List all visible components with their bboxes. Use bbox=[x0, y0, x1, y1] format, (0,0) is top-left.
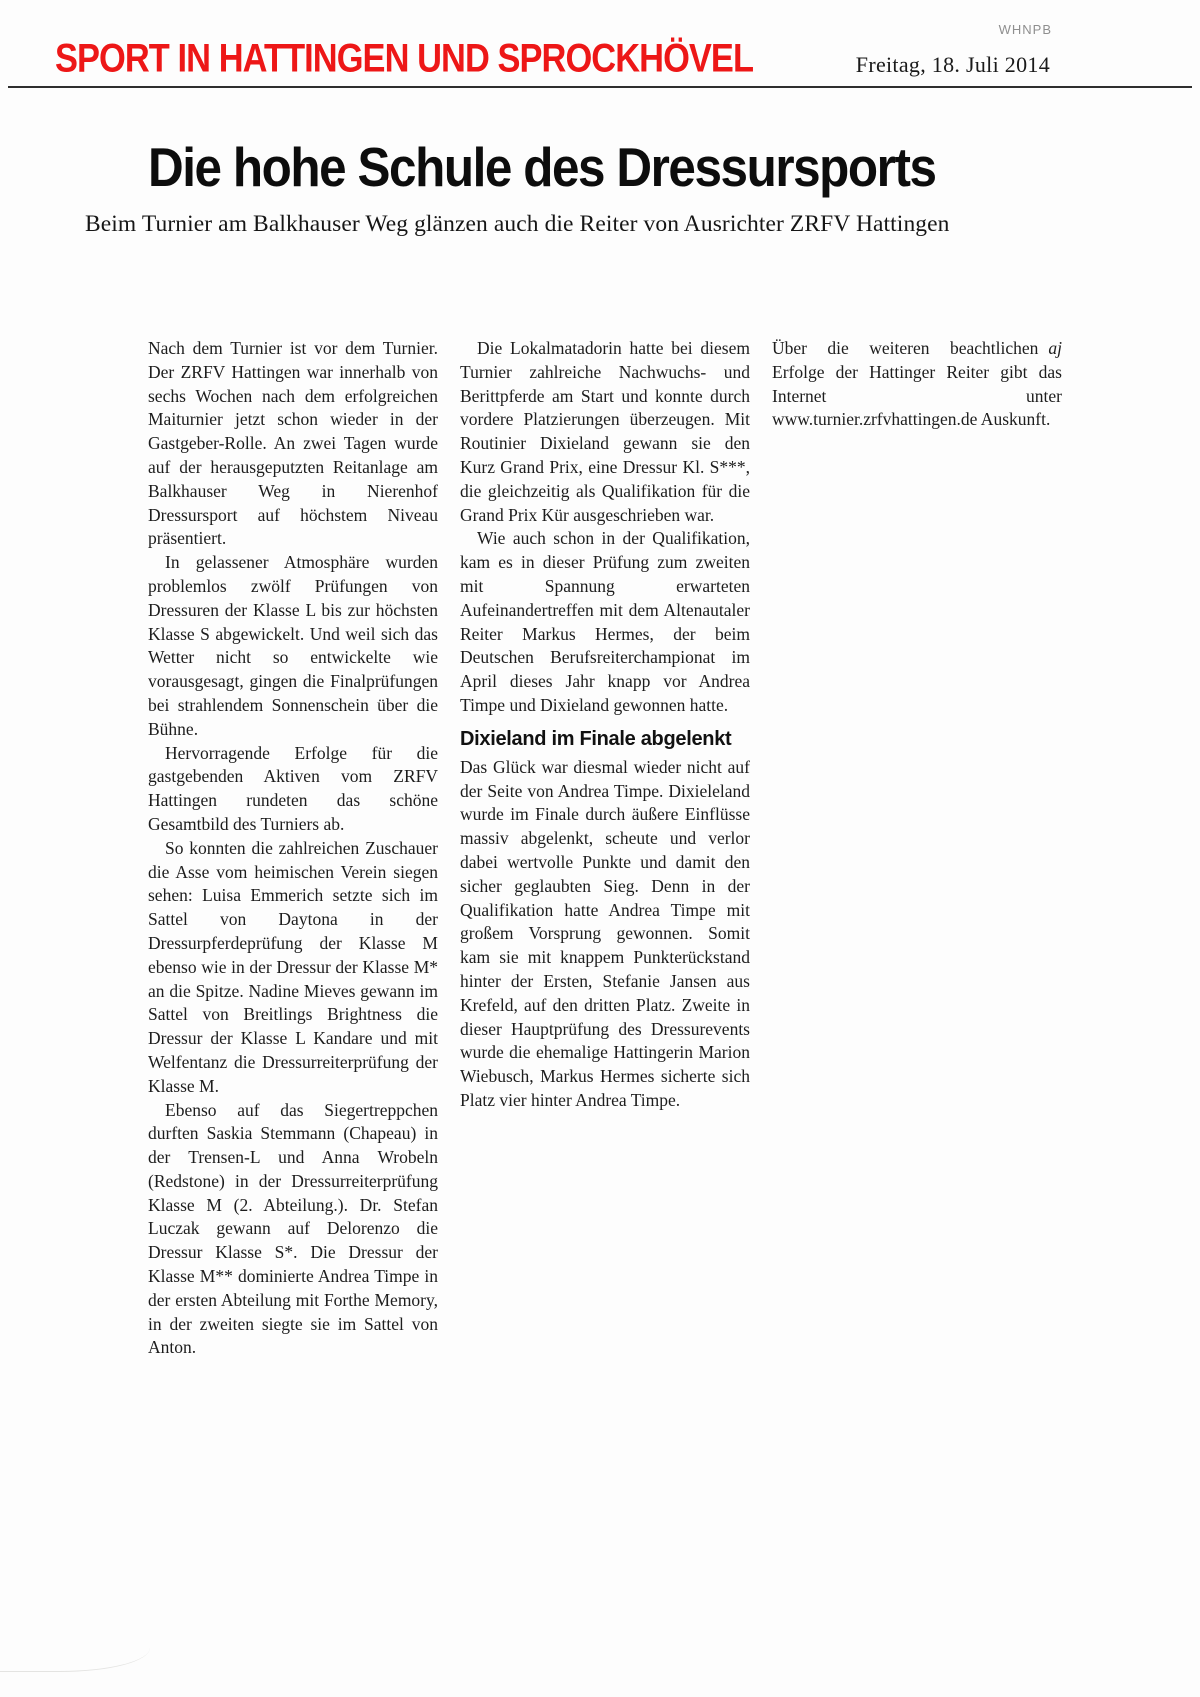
paragraph: Das Glück war diesmal wieder nicht auf der Seite von Andrea Timpe. Dixieleland wurde im Finale durch äußere Einflüsse massiv abgelenkt, scheute und verlor dabei wertvolle Punkte und damit den sicher geglaubten Sieg. Denn in der Qualifikation hatte Andrea Timpe mit großem Vorsprung gewonnen. Somit kam sie mit knappem Punkterückstand hinter der Ersten, Stefanie Jansen aus Krefeld, auf den dritten Platz. Zweite in dieser Hauptprüfung des Dressurevents wurde die ehemalige Hattingerin Marion Wiebusch, Markus Hermes sicherte sich Platz vier hinter Andrea Timpe. bbox=[460, 756, 750, 1110]
paragraph: Hervorragende Erfolge für die gastgebenden Aktiven vom ZRFV Hattingen rundeten das schöne Gesamtbild des Turniers ab. bbox=[148, 742, 438, 834]
paragraph: Wie auch schon in der Qualifikation, kam es in dieser Prüfung zum zweiten mit Spannung erwarteten Aufeinandertreffen mit dem Altenautaler Reiter Markus Hermes, der beim Deutschen Berufsreiterchampionat im April dieses Jahr knapp vor Andrea Timpe und Dixieland gewonnen hatte. bbox=[460, 528, 750, 715]
section-title: SPORT IN HATTINGEN UND SPROCKHÖVEL bbox=[55, 35, 754, 81]
closing-text: Über die weiteren beachtlichen Erfolge der Hattinger Reiter gibt das Internet unter www.turnier.zrfvhattingen.de Auskunft. bbox=[772, 338, 1062, 430]
headline: Die hohe Schule des Dressursports bbox=[148, 137, 936, 199]
crosshead: Dixieland im Finale abgelenkt bbox=[460, 727, 732, 750]
paragraph: Die Lokalmatadorin hatte bei diesem Turnier zahlreiche Nachwuchs- und Berittpferde am Start und konnte durch vordere Platzierungen überzeugen. Mit Routinier Dixieland gewann sie den Kurz Grand Prix, eine Dressur Kl. S***, die gleichzeitig als Qualifikation für die Grand Prix Kür ausgeschrieben war. bbox=[460, 338, 750, 525]
closing-paragraph bbox=[772, 337, 1062, 432]
paragraph: Nach dem Turnier ist vor dem Turnier. Der ZRFV Hattingen war innerhalb von sechs Wochen nach dem erfolgreichen Maiturnier jetzt schon wieder in der Gastgeber-Rolle. An zwei Tagen wurde auf der herausgeputzten Reitanlage am Balkhauser Weg in Nierenhof Dressursport auf höchstem Niveau präsentiert. bbox=[148, 338, 438, 549]
author-initials: aj bbox=[1048, 338, 1062, 358]
corner-code: WHNPB bbox=[998, 22, 1052, 37]
masthead-rule bbox=[8, 86, 1192, 88]
paragraph: Ebenso auf das Siegertreppchen durften Saskia Stemmann (Chapeau) in der Trensen-L und Anna Wrobeln (Redstone) in der Dressurreiterprüfung Klasse M (2. Abteilung.). Dr. Stefan Luczak gewann auf Delorenzo die Dressur Klasse S*. Die Dressur der Klasse M** dominierte Andrea Timpe in der ersten Abteilung mit Forthe Memory, in der zweiten siegte sie im Sattel von Anton. bbox=[148, 1099, 438, 1358]
paragraph: In gelassener Atmosphäre wurden problemlos zwölf Prüfungen von Dressuren der Klasse L bis zur höchsten Klasse S abgewickelt. Und weil sich das Wetter nicht so entwickelte wie vorausgesagt, gingen die Finalprüfungen bei strahlendem Sonnenschein über die Bühne. bbox=[148, 552, 438, 739]
edition-date: Freitag, 18. Juli 2014 bbox=[855, 52, 1050, 77]
article-body bbox=[148, 337, 1062, 1367]
paragraph: So konnten die zahlreichen Zuschauer die Asse vom heimischen Verein siegen sehen: Luisa Emmerich setzte sich im Sattel von Daytona in der Dressurpferdeprüfung der Klasse M ebenso wie in der Dressur der Klasse M* an die Spitze. Nadine Mieves gewann im Sattel von Breitlings Brightness die Dressur der Klasse L Kandare und mit Welfentanz die Dressurreiterprüfung der Klasse M. bbox=[148, 837, 438, 1096]
page-curl-artifact bbox=[0, 1632, 150, 1672]
subheadline: Beim Turnier am Balkhauser Weg glänzen auch die Reiter von Ausrichter ZRFV Hattingen bbox=[85, 211, 950, 237]
